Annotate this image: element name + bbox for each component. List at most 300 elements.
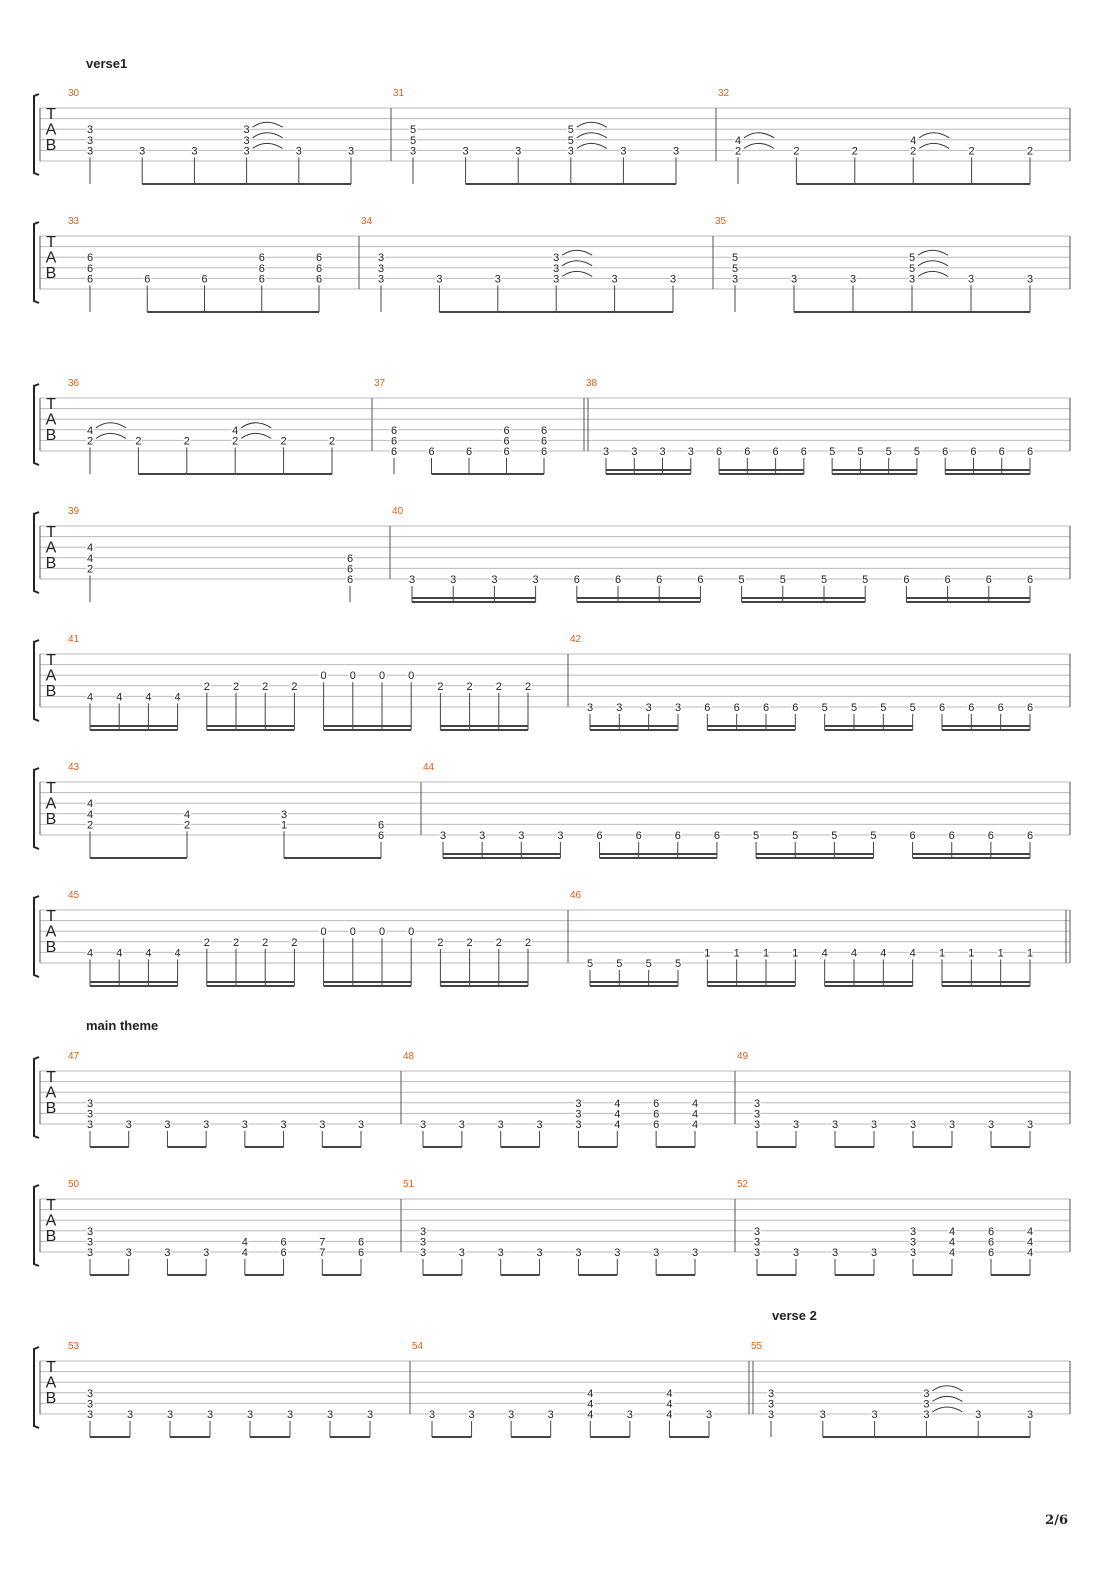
fret-number: 6 [800, 446, 807, 458]
fret-number: 3 [553, 262, 560, 275]
measure-48 [403, 1051, 735, 1147]
fret-number: 4 [1026, 1225, 1034, 1238]
tie-arc [562, 261, 592, 266]
tab-system [34, 216, 1070, 312]
fret-number: 1 [997, 947, 1004, 960]
fret-number: 0 [378, 926, 386, 939]
fret-number: 2 [734, 145, 742, 158]
tie-arc [562, 271, 592, 276]
fret-number: 3 [479, 830, 486, 842]
fret-number: 3 [908, 273, 916, 286]
fret-number: 6 [315, 273, 323, 286]
fret-number: 3 [792, 1247, 800, 1259]
fret-number: 3 [909, 1225, 917, 1238]
fret-number: 3 [357, 1119, 365, 1131]
fret-number: 3 [366, 1409, 374, 1421]
measure-number: 44 [423, 762, 435, 773]
fret-number: 3 [620, 145, 627, 158]
fret-number: 6 [390, 435, 398, 448]
fret-number: 3 [347, 145, 355, 158]
fret-number: 3 [611, 273, 618, 286]
tab-system [34, 1179, 1070, 1275]
tab-clef-letter: T [46, 908, 56, 925]
fret-number: 3 [553, 252, 560, 265]
fret-number: 6 [997, 702, 1004, 714]
fret-number: 2 [291, 680, 298, 693]
fret-number: 6 [86, 262, 94, 275]
fret-number: 5 [913, 446, 920, 458]
measure-number: 42 [570, 634, 582, 645]
fret-number: 6 [968, 702, 975, 714]
fret-number: 2 [86, 819, 94, 832]
fret-number: 5 [731, 262, 739, 275]
fret-number: 4 [821, 947, 828, 960]
fret-number: 3 [518, 830, 525, 842]
fret-number: 3 [419, 1236, 427, 1249]
fret-number: 1 [733, 947, 740, 960]
fret-number: 6 [1026, 702, 1034, 714]
fret-number: 3 [86, 145, 94, 158]
fret-number: 3 [243, 145, 250, 158]
measure-39 [68, 506, 390, 602]
fret-number: 2 [495, 936, 502, 949]
measure-34 [361, 216, 713, 312]
tab-clef-letter: B [45, 427, 57, 444]
fret-number: 4 [948, 1236, 956, 1249]
fret-number: 4 [145, 947, 152, 960]
fret-number: 4 [880, 947, 887, 960]
fret-number: 5 [567, 134, 574, 147]
fret-number: 2 [203, 680, 210, 693]
fret-number: 6 [970, 446, 977, 458]
fret-number: 6 [201, 273, 208, 286]
fret-number: 2 [328, 435, 336, 448]
tab-clef-letter: T [46, 652, 56, 669]
fret-number: 2 [793, 145, 800, 158]
fret-number: 3 [243, 124, 250, 137]
fret-number: 6 [762, 702, 770, 714]
tie-arc [96, 433, 126, 438]
fret-number: 3 [923, 1387, 930, 1400]
fret-number: 2 [183, 819, 191, 832]
fret-number: 4 [691, 1119, 699, 1131]
section-label-main-theme: main theme [86, 1018, 159, 1033]
fret-number: 3 [164, 1119, 171, 1131]
fret-number: 3 [515, 145, 522, 158]
tab-clef-letter: B [45, 265, 57, 282]
measure-47 [68, 1051, 401, 1147]
fret-number: 3 [975, 1409, 982, 1421]
fret-number: 3 [575, 1247, 582, 1259]
fret-number: 0 [378, 670, 386, 683]
fret-number: 1 [280, 819, 288, 832]
fret-number: 3 [1026, 273, 1034, 286]
fret-number: 3 [164, 1247, 171, 1259]
fret-number: 3 [436, 273, 443, 286]
fret-number: 2 [524, 680, 532, 693]
measure-number: 30 [68, 88, 80, 99]
tab-system [34, 88, 1070, 184]
fret-number: 3 [377, 273, 385, 286]
measure-number: 35 [715, 216, 727, 227]
measure-number: 38 [586, 378, 598, 389]
fret-number: 5 [616, 958, 623, 970]
tie-arc [919, 133, 949, 138]
fret-number: 6 [503, 446, 510, 458]
fret-number: 3 [831, 1247, 839, 1259]
system-bracket [34, 640, 39, 721]
fret-number: 5 [829, 446, 836, 458]
tie-arc [744, 133, 774, 138]
measure-42 [570, 634, 1070, 730]
fret-number: 6 [998, 446, 1005, 458]
fret-number: 6 [704, 702, 711, 714]
fret-number: 4 [587, 1387, 594, 1400]
tie-arc [577, 143, 607, 148]
fret-number: 3 [653, 1247, 660, 1259]
fret-number: 4 [116, 947, 123, 960]
fret-number: 6 [1026, 574, 1034, 586]
tie-arc [253, 133, 283, 138]
fret-number: 5 [862, 574, 869, 586]
fret-number: 3 [553, 273, 560, 286]
fret-number: 5 [409, 124, 417, 137]
fret-number: 3 [948, 1119, 956, 1131]
fret-number: 6 [86, 273, 94, 286]
tab-clef-letter: A [45, 1212, 57, 1230]
fret-number: 5 [731, 252, 739, 265]
fret-number: 2 [291, 936, 298, 949]
fret-number: 6 [948, 830, 955, 842]
fret-number: 3 [166, 1409, 174, 1421]
fret-number: 4 [86, 798, 94, 811]
fret-number: 6 [653, 1097, 660, 1110]
fret-number: 2 [262, 936, 269, 949]
system-bracket [34, 1185, 39, 1266]
fret-number: 3 [870, 1247, 878, 1259]
fret-number: 2 [910, 145, 917, 158]
tie-arc [918, 271, 948, 276]
fret-number: 3 [439, 830, 447, 842]
fret-number: 5 [586, 958, 594, 970]
fret-number: 3 [319, 1119, 326, 1131]
fret-number: 3 [295, 145, 302, 158]
tab-clef-letter: B [45, 1228, 57, 1245]
fret-number: 4 [241, 1247, 248, 1259]
fret-number: 6 [942, 446, 949, 458]
tie-arc [577, 133, 607, 138]
measure-43 [68, 762, 421, 858]
measure-number: 49 [737, 1051, 749, 1062]
fret-number: 3 [871, 1409, 878, 1421]
fret-number: 2 [232, 936, 240, 949]
fret-number: 1 [704, 947, 711, 960]
fret-number: 5 [880, 702, 887, 714]
fret-number: 2 [437, 936, 444, 949]
fret-number: 6 [903, 574, 910, 586]
tie-arc [253, 143, 283, 148]
fret-number: 3 [203, 1247, 210, 1259]
measure-number: 46 [570, 890, 582, 901]
fret-number: 3 [753, 1119, 761, 1131]
fret-number: 4 [1026, 1247, 1034, 1259]
fret-number: 3 [923, 1398, 930, 1411]
fret-number: 3 [377, 252, 385, 265]
fret-number: 5 [831, 830, 838, 842]
fret-number: 2 [466, 680, 473, 693]
fret-number: 3 [923, 1409, 930, 1421]
system-bracket [34, 222, 39, 303]
fret-number: 6 [377, 830, 385, 842]
fret-number: 3 [753, 1097, 761, 1110]
fret-number: 3 [870, 1119, 878, 1131]
fret-number: 6 [653, 1119, 660, 1131]
tie-arc [932, 1386, 962, 1391]
measure-number: 48 [403, 1051, 415, 1062]
fret-number: 4 [691, 1108, 699, 1121]
fret-number: 4 [691, 1097, 699, 1110]
fret-number: 4 [86, 691, 94, 704]
fret-number: 5 [909, 702, 916, 714]
fret-number: 0 [408, 670, 415, 683]
measure-51 [403, 1179, 735, 1275]
fret-number: 1 [968, 947, 975, 960]
fret-number: 6 [987, 1247, 995, 1259]
fret-number: 4 [587, 1398, 594, 1411]
fret-number: 6 [772, 446, 779, 458]
fret-number: 6 [315, 252, 323, 265]
fret-number: 2 [135, 435, 142, 448]
fret-number: 5 [409, 134, 417, 147]
tab-clef-letter: A [45, 1084, 57, 1102]
measure-38 [586, 378, 1070, 474]
fret-number: 3 [86, 1409, 94, 1421]
fret-number: 6 [346, 563, 354, 576]
measure-number: 50 [68, 1179, 80, 1190]
fret-number: 5 [908, 262, 916, 275]
measure-number: 41 [68, 634, 80, 645]
fret-number: 3 [767, 1387, 775, 1400]
measure-number: 47 [68, 1051, 80, 1062]
fret-number: 5 [674, 958, 682, 970]
tab-clef-letter: B [45, 811, 57, 828]
fret-number: 4 [232, 424, 239, 437]
fret-number: 2 [466, 936, 473, 949]
measure-45 [68, 890, 568, 986]
measure-55 [751, 1341, 1070, 1437]
measure-33 [68, 216, 359, 312]
fret-number: 6 [792, 702, 799, 714]
fret-number: 6 [258, 262, 265, 275]
fret-number: 3 [419, 1247, 427, 1259]
fret-number: 4 [666, 1398, 673, 1411]
measure-number: 54 [412, 1341, 424, 1352]
tab-system [34, 378, 1070, 474]
system-bracket [34, 94, 39, 175]
fret-number: 4 [86, 808, 94, 821]
tab-clef-letter: A [45, 539, 57, 557]
fret-number: 4 [86, 424, 94, 437]
tab-clef-letter: B [45, 555, 57, 572]
fret-number: 2 [1026, 145, 1034, 158]
fret-number: 3 [536, 1247, 543, 1259]
fret-number: 3 [909, 1119, 917, 1131]
fret-number: 3 [86, 1398, 94, 1411]
fret-number: 3 [191, 145, 198, 158]
tie-arc [932, 1396, 962, 1401]
fret-number: 6 [944, 574, 951, 586]
measure-number: 52 [737, 1179, 749, 1190]
fret-number: 2 [437, 680, 444, 693]
fret-number: 4 [86, 552, 94, 565]
fret-number: 4 [174, 691, 181, 704]
fret-number: 3 [753, 1225, 761, 1238]
system-bracket [34, 768, 39, 849]
fret-number: 3 [497, 1119, 504, 1131]
fret-number: 6 [377, 819, 385, 832]
fret-number: 6 [656, 574, 663, 586]
fret-number: 3 [575, 1108, 582, 1121]
fret-number: 3 [468, 1409, 475, 1421]
fret-number: 4 [86, 947, 94, 960]
measure-44 [423, 762, 1070, 858]
tab-clef-letter: A [45, 667, 57, 685]
tab-system [34, 634, 1070, 730]
fret-number: 4 [183, 808, 191, 821]
fret-number: 3 [819, 1409, 826, 1421]
tab-system [34, 506, 1070, 602]
measure-46 [570, 890, 1070, 986]
tab-clef-letter: A [45, 121, 57, 139]
fret-number: 6 [258, 273, 265, 286]
fret-number: 3 [86, 1225, 94, 1238]
measure-number: 39 [68, 506, 80, 517]
tab-clef-letter: T [46, 1197, 56, 1214]
fret-number: 3 [753, 1108, 761, 1121]
fret-number: 3 [409, 145, 417, 158]
fret-number: 3 [705, 1409, 713, 1421]
fret-number: 4 [734, 134, 742, 147]
measure-31 [393, 88, 716, 184]
fret-number: 3 [532, 574, 539, 586]
fret-number: 6 [357, 1247, 365, 1259]
fret-number: 3 [326, 1409, 334, 1421]
measure-32 [718, 88, 1070, 184]
measure-54 [412, 1341, 753, 1437]
tie-arc [918, 250, 948, 255]
fret-number: 4 [614, 1097, 621, 1110]
fret-number: 4 [587, 1409, 594, 1421]
fret-number: 3 [792, 1119, 800, 1131]
fret-number: 3 [631, 446, 638, 458]
fret-number: 6 [144, 273, 151, 286]
fret-number: 6 [733, 702, 740, 714]
fret-number: 5 [792, 830, 799, 842]
fret-number: 5 [870, 830, 877, 842]
fret-number: 3 [557, 830, 564, 842]
measure-number: 43 [68, 762, 80, 773]
fret-number: 3 [86, 1387, 94, 1400]
fret-number: 3 [849, 273, 857, 286]
fret-number: 3 [602, 446, 610, 458]
tab-clef-letter: T [46, 780, 56, 797]
fret-number: 7 [319, 1247, 326, 1259]
tab-clef-letter: T [46, 524, 56, 541]
fret-number: 4 [1026, 1236, 1034, 1249]
fret-number: 3 [767, 1409, 775, 1421]
fret-number: 3 [126, 1409, 134, 1421]
fret-number: 6 [987, 1225, 995, 1238]
tie-arc [253, 122, 283, 127]
measure-40 [392, 506, 1070, 602]
fret-number: 1 [792, 947, 799, 960]
fret-number: 6 [697, 574, 704, 586]
fret-number: 3 [458, 1247, 465, 1259]
fret-number: 6 [744, 446, 751, 458]
fret-number: 6 [540, 446, 548, 458]
fret-number: 2 [524, 936, 532, 949]
tab-clef-letter: B [45, 683, 57, 700]
fret-number: 6 [653, 1108, 660, 1121]
fret-number: 3 [790, 273, 798, 286]
tie-arc [918, 261, 948, 266]
system-bracket [34, 384, 39, 465]
measure-number: 31 [393, 88, 405, 99]
fret-number: 2 [280, 435, 287, 448]
fret-number: 4 [614, 1119, 621, 1131]
measure-number: 55 [751, 1341, 763, 1352]
fret-number: 3 [86, 134, 94, 147]
fret-number: 3 [567, 145, 574, 158]
fret-number: 6 [909, 830, 916, 842]
fret-number: 4 [666, 1387, 673, 1400]
fret-number: 3 [731, 273, 739, 286]
tab-clef-letter: T [46, 1069, 56, 1086]
fret-number: 3 [987, 1119, 995, 1131]
fret-number: 3 [536, 1119, 543, 1131]
fret-number: 4 [116, 691, 123, 704]
fret-number: 3 [1026, 1119, 1034, 1131]
fret-number: 2 [86, 435, 94, 448]
fret-number: 3 [86, 1097, 94, 1110]
fret-number: 0 [349, 670, 356, 683]
section-label-verse-2: verse 2 [772, 1308, 817, 1323]
fret-number: 6 [346, 574, 354, 586]
fret-number: 4 [850, 947, 858, 960]
fret-number: 3 [419, 1119, 427, 1131]
fret-number: 0 [320, 926, 327, 939]
fret-number: 2 [86, 563, 94, 576]
fret-number: 5 [779, 574, 786, 586]
fret-number: 4 [909, 947, 916, 960]
fret-number: 3 [408, 574, 416, 586]
fret-number: 3 [575, 1097, 582, 1110]
fret-number: 1 [1026, 947, 1034, 960]
fret-number: 3 [645, 702, 652, 714]
fret-number: 3 [753, 1247, 761, 1259]
tab-clef-letter: A [45, 411, 57, 429]
fret-number: 6 [985, 574, 992, 586]
tab-system [34, 762, 1070, 858]
measure-number: 45 [68, 890, 80, 901]
fret-number: 4 [948, 1247, 956, 1259]
fret-number: 6 [540, 435, 548, 448]
fret-number: 3 [86, 1236, 94, 1249]
tab-clef-letter: T [46, 396, 56, 413]
fret-number: 6 [596, 830, 603, 842]
fret-number: 3 [669, 273, 677, 286]
fret-number: 3 [672, 145, 680, 158]
